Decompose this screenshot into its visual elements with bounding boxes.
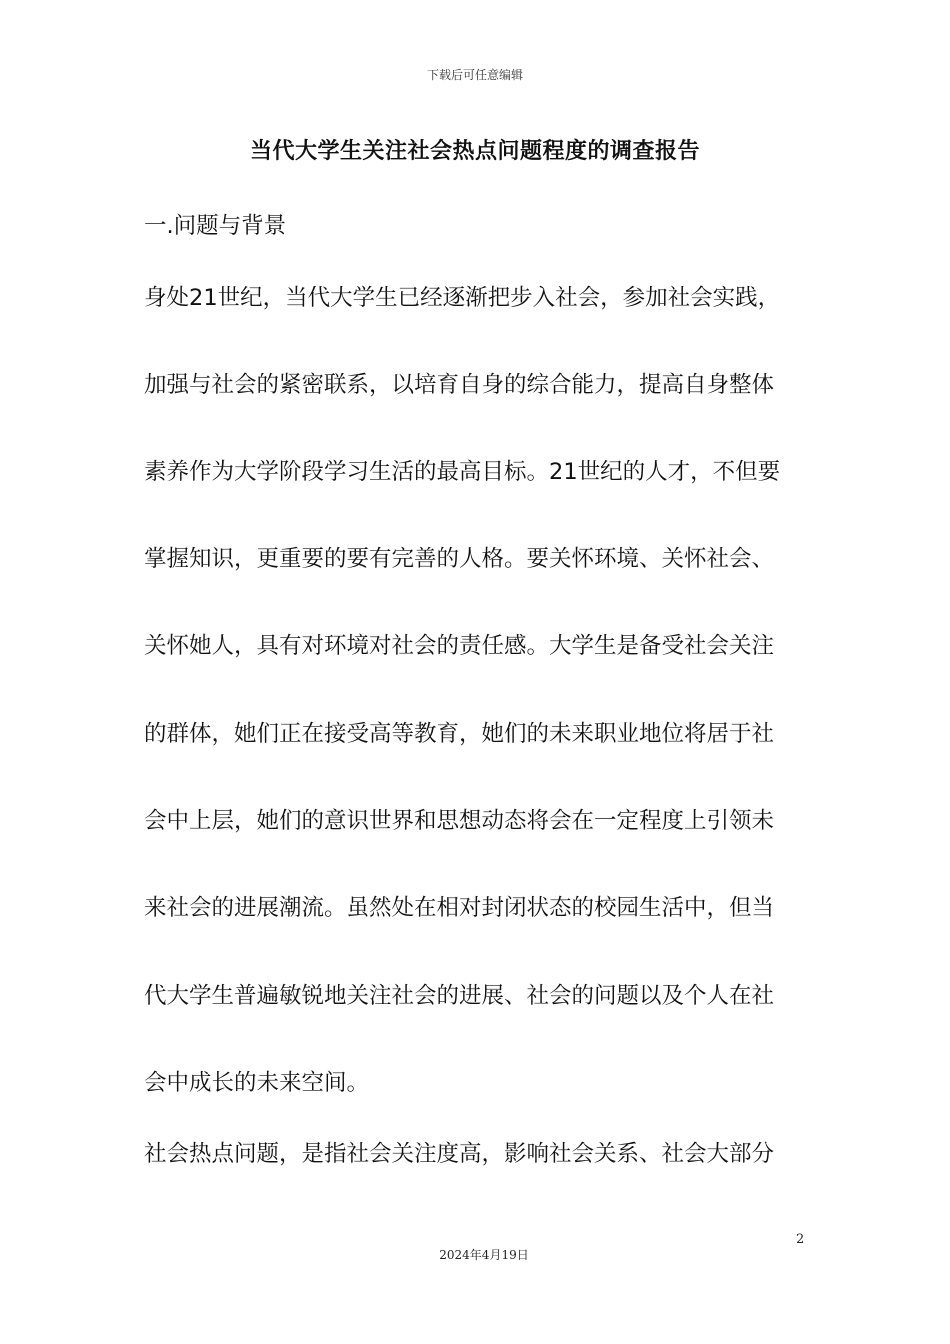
page-number: 2 — [796, 1232, 805, 1247]
paragraph-line: 代大学生普遍敏锐地关注社会的进展、社会的问题以及个人在社 — [144, 983, 775, 1009]
paragraph-line: 会中上层，她们的意识世界和思想动态将会在一定程度上引领未 — [144, 808, 775, 834]
paragraph-line: 加强与社会的紧密联系，以培育自身的综合能力，提高自身整体 — [144, 372, 775, 398]
footer-date: 2024年4月19日 — [439, 1248, 529, 1262]
paragraph-line: 会中成长的未来空间。 — [144, 1070, 370, 1096]
paragraph-line: 的群体，她们正在接受高等教育，她们的未来职业地位将居于社 — [144, 721, 775, 747]
section-heading: 一.问题与背景 — [144, 213, 287, 239]
paragraph-line: 身处21世纪，当代大学生已经逐渐把步入社会，参加社会实践， — [144, 285, 781, 311]
paragraph-line: 关怀她人，具有对环境对社会的责任感。大学生是备受社会关注 — [144, 633, 775, 659]
document-title: 当代大学生关注社会热点问题程度的调查报告 — [249, 139, 700, 164]
paragraph-line: 来社会的进展潮流。虽然处在相对封闭状态的校园生活中，但当 — [144, 895, 775, 921]
paragraph-line: 掌握知识，更重要的要有完善的人格。要关怀环境、关怀社会、 — [144, 546, 775, 572]
paragraph-line: 社会热点问题，是指社会关注度高，影响社会关系、社会大部分 — [144, 1141, 775, 1167]
header-note: 下载后可任意编辑 — [426, 68, 523, 82]
paragraph-line: 素养作为大学阶段学习生活的最高目标。21世纪的人才，不但要 — [144, 459, 781, 485]
